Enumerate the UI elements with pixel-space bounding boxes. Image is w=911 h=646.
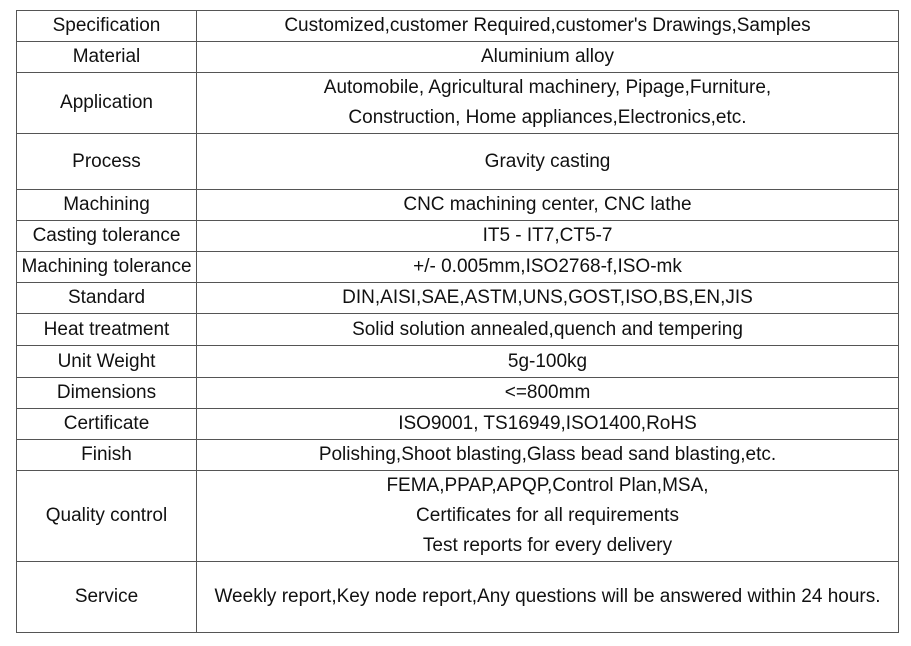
row-label: Dimensions <box>17 378 197 409</box>
row-label: Process <box>17 134 197 190</box>
table-row <box>17 73 899 134</box>
row-value <box>197 562 899 633</box>
value-line: Weekly report,Key node report,Any questions will be answered within 24 hours. <box>214 586 881 607</box>
value-line: IT5 - IT7,CT5-7 <box>482 225 613 246</box>
row-label: Specification <box>17 11 197 42</box>
table-row <box>17 190 899 221</box>
row-value <box>197 409 899 440</box>
table-row <box>17 440 899 471</box>
value-line: Aluminium alloy <box>480 46 615 67</box>
table-row <box>17 283 899 314</box>
table-row <box>17 346 899 378</box>
value-line: ISO9001, TS16949,ISO1400,RoHS <box>398 413 697 434</box>
row-value <box>197 252 899 283</box>
row-label: Unit Weight <box>17 346 197 378</box>
table-row <box>17 134 899 190</box>
row-label: Standard <box>17 283 197 314</box>
value-line: Gravity casting <box>484 150 611 172</box>
row-value <box>197 11 899 42</box>
value-line: Certificates for all requirements <box>416 505 679 526</box>
row-value <box>197 346 899 378</box>
row-value <box>197 471 899 562</box>
row-label: Casting tolerance <box>17 221 197 252</box>
value-line: 5g-100kg <box>507 350 588 372</box>
row-label: Certificate <box>17 409 197 440</box>
row-label: Service <box>17 562 197 633</box>
row-value <box>197 134 899 190</box>
row-value <box>197 221 899 252</box>
row-value <box>197 378 899 409</box>
table-row <box>17 378 899 409</box>
row-label: Machining tolerance <box>17 252 197 283</box>
row-label: Quality control <box>17 471 197 562</box>
row-label: Material <box>17 42 197 73</box>
value-line: +/- 0.005mm,ISO2768-f,ISO-mk <box>413 256 682 277</box>
value-line: Solid solution annealed,quench and tempering <box>352 318 743 340</box>
value-line: Polishing,Shoot blasting,Glass bead sand blasting,etc. <box>318 444 777 465</box>
row-label: Finish <box>17 440 197 471</box>
value-line: <=800mm <box>504 382 591 403</box>
row-value <box>197 73 899 134</box>
value-line: CNC machining center, CNC lathe <box>403 194 692 215</box>
table-row <box>17 42 899 73</box>
table-row <box>17 471 899 562</box>
table-row <box>17 11 899 42</box>
row-value <box>197 190 899 221</box>
row-value <box>197 42 899 73</box>
value-line: Automobile, Agricultural machinery, Pipage,Furniture, <box>323 77 772 98</box>
value-line: DIN,AISI,SAE,ASTM,UNS,GOST,ISO,BS,EN,JIS <box>342 287 753 308</box>
table-row <box>17 409 899 440</box>
table-row <box>17 562 899 633</box>
table-row <box>17 314 899 346</box>
table-row <box>17 221 899 252</box>
row-value <box>197 440 899 471</box>
row-value <box>197 314 899 346</box>
value-line: Construction, Home appliances,Electronics,etc. <box>348 107 747 128</box>
value-line: FEMA,PPAP,APQP,Control Plan,MSA, <box>386 475 709 496</box>
row-label: Heat treatment <box>17 314 197 346</box>
row-label: Machining <box>17 190 197 221</box>
value-line: Customized,customer Required,customer's Drawings,Samples <box>284 15 811 36</box>
row-label: Application <box>17 73 197 134</box>
table-row <box>17 252 899 283</box>
specification-table <box>16 10 899 633</box>
row-value <box>197 283 899 314</box>
value-line: Test reports for every delivery <box>422 535 673 556</box>
